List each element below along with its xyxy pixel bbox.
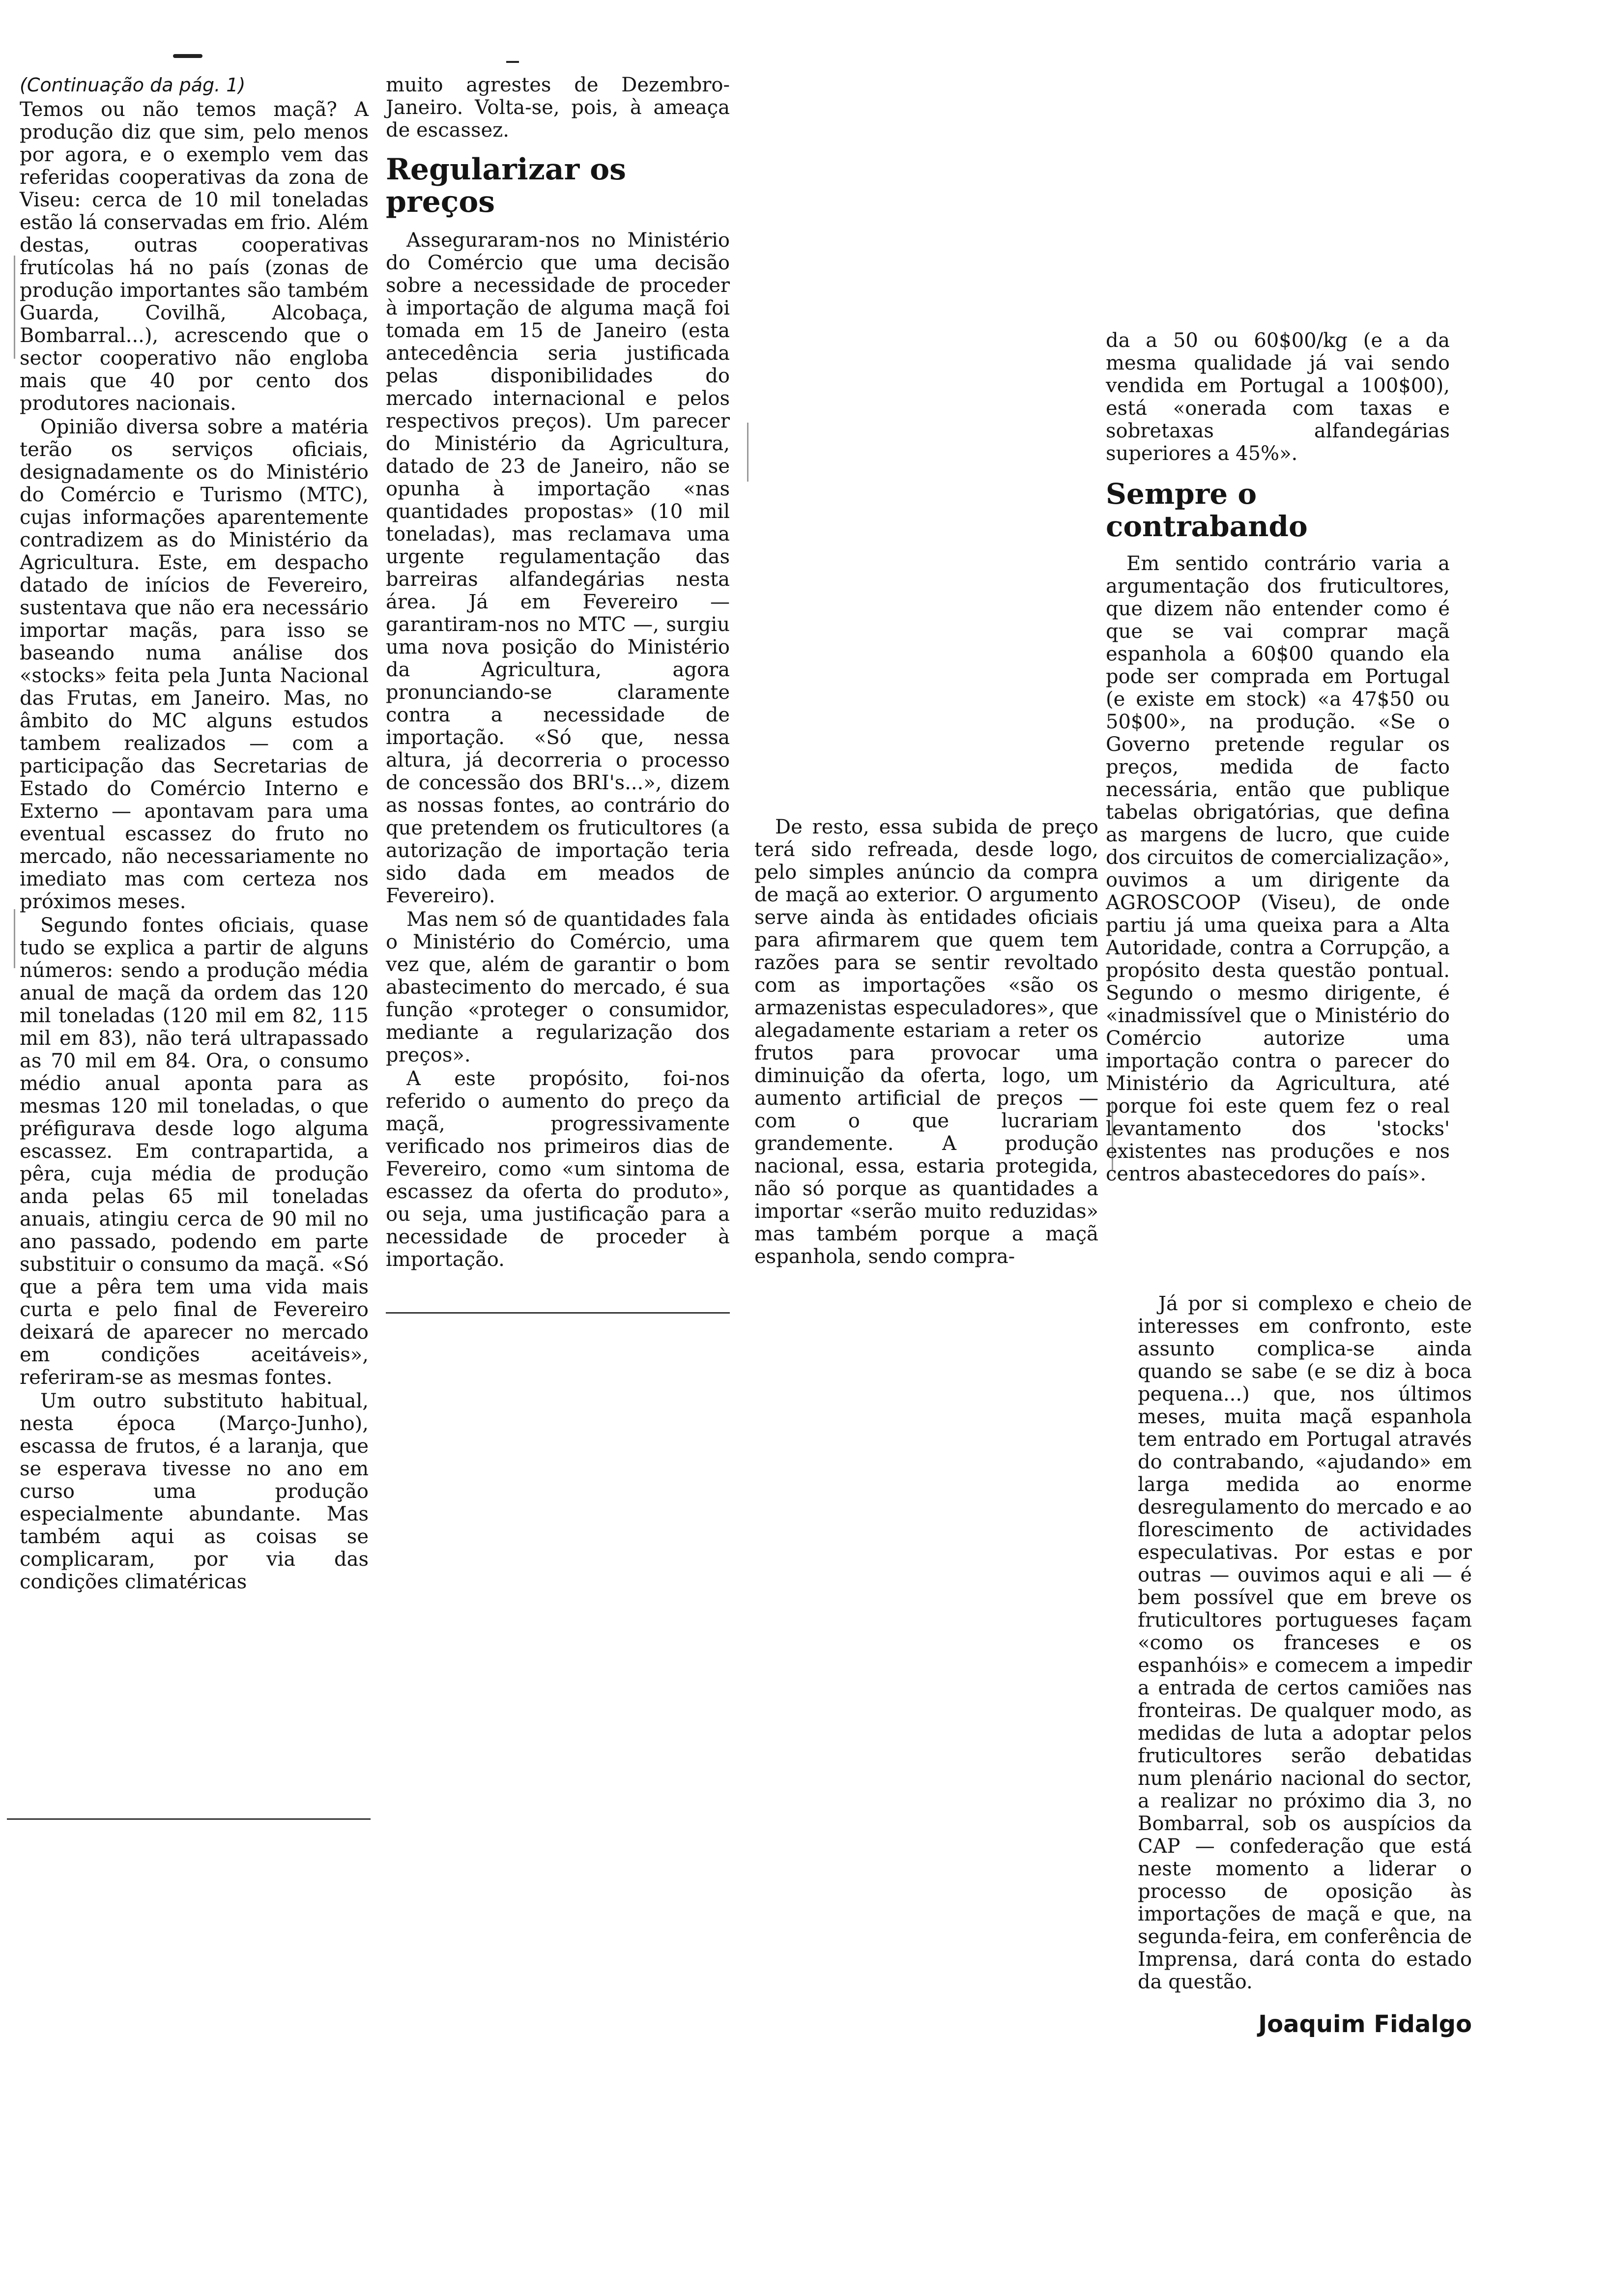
column-1-end-rule bbox=[7, 1818, 371, 1820]
column-2-end-rule bbox=[386, 1312, 730, 1314]
paragraph: Opinião diversa sobre a matéria terão os serviços oficiais, designadamente os do Ministério do Comércio e Turismo (MTC), cujas informações aparentemente contradizem as do Ministério da Agricultura. Este, em despacho datado de inícios de Fevereiro, sustentava que não era necessário importar maçãs, para isso se baseando numa análise dos «stocks» feita pela Junta Nacional das Frutas, em Janeiro. Mas, no âmbito do MC alguns estudos tambem realizados — com a participação das Secretarias de Estado do Comércio Interno e Externo — apontavam para uma eventual escassez do fruto no mercado, não necessariamente no imediato mas com certeza nos próximos meses. bbox=[20, 416, 369, 913]
column-2 bbox=[386, 74, 730, 1271]
paragraph: Temos ou não temos maçã? A produção diz que sim, pelo menos por agora, e o exemplo vem das referidas cooperativas da zona de Viseu: cerca de 10 mil toneladas estão lá conservadas em frio. Além destas, outras cooperativas frutícolas há no país (zonas de produção importantes são também Guarda, Covilhã, Alcobaça, Bombarral...), acrescendo que o sector cooperativo não engloba mais que 40 por cento dos produtores nacionais. bbox=[20, 98, 369, 415]
paragraph: Em sentido contrário varia a argumentação dos fruticultores, que dizem não entender como é que se vai comprar maçã espanhola a 60$00 quando ela pode ser comprada em Portugal (e existe em stock) «a 47$50 ou 50$00», na produção. «Se o Governo pretende regular os preços, medida de facto necessária, então que publique tabelas obrigatórias, que defina as margens de lucro, que cuide dos circuitos de comercialização», ouvimos a um dirigente da AGROSCOOP (Viseu), de onde partiu já uma queixa para a Alta Autoridade, contra a Corrupção, a propósito desta questão pontual. Segundo o mesmo dirigente, é «inadmissível que o Ministério do Comércio autorize uma importação contra o parecer do Ministério da Agricultura, até porque foi este quem fez o real levantamento dos 'stocks' existentes nas produções e nos centros abastecedores do país». bbox=[1106, 552, 1450, 1185]
paragraph: Segundo fontes oficiais, quase tudo se explica a partir de alguns números: sendo a produção média anual de maçã da ordem das 120 mil toneladas (120 mil em 82, 115 mil em 83), não terá ultrapassado as 70 mil em 84. Ora, o consumo médio anual aponta para as mesmas 120 mil toneladas, o que préfigurava desde logo alguma escassez. Em contrapartida, a pêra, cuja média de produção anda pelas 65 mil toneladas anuais, atingiu cerca de 90 mil no ano passado, podendo em parte substituir o consumo da maçã. «Só que a pêra tem uma vida mais curta e pelo final de Fevereiro deixará de aparecer no mercado em condições aceitáveis», referiram-se as mesmas fontes. bbox=[20, 914, 369, 1389]
column-edge-line bbox=[747, 423, 748, 482]
paragraph: Um outro substituto habitual, nesta época (Março-Junho), escassa de frutos, é a laranja, que se esperava tivesse no ano em curso uma produção especialmente abundante. Mas também aqui as coisas se complicaram, por via das condições climatéricas bbox=[20, 1390, 369, 1593]
paragraph: Mas nem só de quantidades fala o Ministério do Comércio, uma vez que, além de garantir o bom abastecimento do mercado, é sua função «proteger o consumidor, mediante a regularização dos preços». bbox=[386, 908, 730, 1066]
paragraph: Já por si complexo e cheio de interesses em confronto, este assunto complica-se ainda quando se sabe (e se diz à boca pequena...) que, nos últimos meses, muita maçã espanhola tem entrado em Portugal através do contrabando, «ajudando» em larga medida ao enorme desregulamento do mercado e ao florescimento de actividades especulativas. Por estas e por outras — ouvimos aqui e ali — é bem possível que em breve os fruticultores portugueses façam «como os franceses e os espanhóis» e comecem a impedir a entrada de certos camiões nas fronteiras. De qualquer modo, as medidas de luta a adoptar pelos fruticultores serão debatidas num plenário nacional do sector, a realizar no próximo dia 3, no Bombarral, sob os auspícios da CAP — confederação que está neste momento a liderar o processo de oposição às importações de maçã e que, na segunda-feira, em conferência de Imprensa, dará conta do estado da questão. bbox=[1138, 1292, 1472, 1993]
column-4-continued bbox=[1138, 1292, 1472, 2036]
column-edge-line bbox=[14, 909, 15, 968]
top-dash-mark bbox=[506, 61, 519, 63]
author-signature: Joaquim Fidalgo bbox=[1258, 2010, 1472, 2038]
column-4 bbox=[1106, 329, 1450, 1185]
column-3 bbox=[754, 816, 1098, 1268]
column-edge-line bbox=[14, 256, 15, 359]
paragraph: muito agrestes de Dezembro-Janeiro. Volta-se, pois, à ameaça de escassez. bbox=[386, 74, 730, 142]
subheadline-regularizar: Regularizar os preços bbox=[386, 152, 626, 219]
subheadline-contrabando: Sempre o contrabando bbox=[1106, 477, 1308, 543]
paragraph: A este propósito, foi-nos referido o aumento do preço da maçã, progressivamente verificado nos primeiros dias de Fevereiro, como «um sintoma de escassez da oferta do produto», ou seja, uma justificação para a necessidade de proceder à importação. bbox=[386, 1067, 730, 1271]
paragraph: De resto, essa subida de preço terá sido refreada, desde logo, pelo simples anúncio da compra de maçã ao exterior. O argumento serve ainda às entidades oficiais para afirmarem que quem tem razões para se sentir revoltado com as importações «são os armazenistas especuladores», que alegadamente estariam a reter os frutos para provocar uma diminuição da oferta, logo, um aumento artificial de preços — com o que lucrariam grandemente. A produção nacional, essa, estaria protegida, não só porque as quantidades a importar «serão muito reduzidas» mas também porque a maçã espanhola, sendo compra- bbox=[754, 816, 1098, 1268]
paragraph: da a 50 ou 60$00/kg (e a da mesma qualidade já vai sendo vendida em Portugal a 100$00), está «onerada com taxas e sobretaxas alfandegárias superiores a 45%». bbox=[1106, 329, 1450, 465]
column-1 bbox=[20, 74, 369, 1593]
paragraph: Asseguraram-nos no Ministério do Comércio que uma decisão sobre a necessidade de proceder à importação de alguma maçã foi tomada em 15 de Janeiro (esta antecedência seria justificada pelas disponibilidades do mercado internacional e pelos respectivos preços). Um parecer do Ministério da Agricultura, datado de 23 de Janeiro, não se opunha à importação «nas quantidades propostas» (10 mil toneladas), mas reclamava uma urgente regulamentação das barreiras alfandegárias nesta área. Já em Fevereiro — garantiram-nos no MTC —, surgiu uma nova posição do Ministério da Agricultura, agora pronunciando-se claramente contra a necessidade de importação. «Só que, nessa altura, já decorreria o processo de concessão dos BRI's...», dizem as nossas fontes, ao contrário do que pretendem os fruticultores (a autorização de importação teria sido dada em meados de Fevereiro). bbox=[386, 229, 730, 907]
top-ink-mark bbox=[173, 54, 202, 58]
continuation-note: (Continuação da pág. 1) bbox=[20, 74, 246, 96]
